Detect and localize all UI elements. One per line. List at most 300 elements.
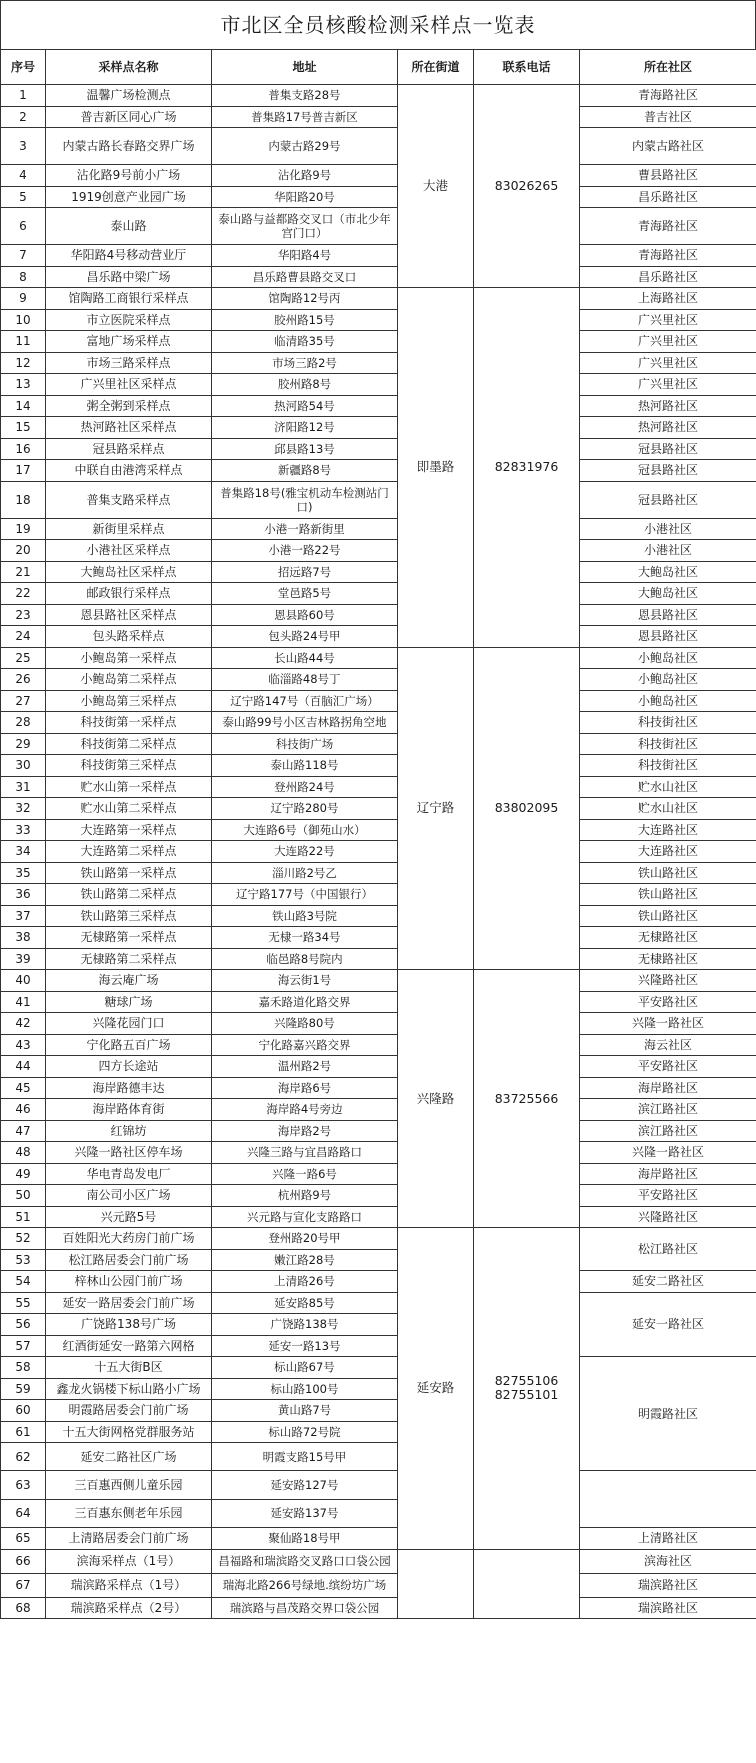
table-row [1, 1357, 756, 1379]
header-site-name: 采样点名称 [46, 50, 212, 85]
row-index: 49 [1, 1163, 46, 1185]
community-name: 大鲍岛社区 [580, 583, 756, 605]
row-index: 50 [1, 1185, 46, 1207]
row-index: 65 [1, 1528, 46, 1550]
community-name: 小鲍岛社区 [580, 647, 756, 669]
community-name: 广兴里社区 [580, 309, 756, 331]
site-address: 普集路18号(雅宝机动车检测站门口) [212, 481, 398, 518]
site-address: 市场三路2号 [212, 352, 398, 374]
row-index: 23 [1, 604, 46, 626]
community-name: 平安路社区 [580, 1185, 756, 1207]
site-address: 邱县路13号 [212, 438, 398, 460]
site-name: 华电青岛发电厂 [46, 1163, 212, 1185]
site-name: 粥全粥到采样点 [46, 395, 212, 417]
site-address: 延安路137号 [212, 1499, 398, 1527]
row-index: 55 [1, 1292, 46, 1314]
community-name: 冠县路社区 [580, 438, 756, 460]
row-index: 58 [1, 1357, 46, 1379]
site-address: 长山路44号 [212, 647, 398, 669]
site-name: 内蒙古路长春路交界广场 [46, 128, 212, 165]
table-row [1, 438, 756, 460]
table-row [1, 819, 756, 841]
site-name: 铁山路第二采样点 [46, 884, 212, 906]
community-name: 科技街社区 [580, 733, 756, 755]
table-row [1, 1228, 756, 1250]
site-address: 宁化路嘉兴路交界 [212, 1034, 398, 1056]
site-name: 海云庵广场 [46, 970, 212, 992]
row-index: 48 [1, 1142, 46, 1164]
site-address: 辽宁路280号 [212, 798, 398, 820]
community-name: 滨江路社区 [580, 1099, 756, 1121]
site-address: 黄山路7号 [212, 1400, 398, 1422]
site-address: 温州路2号 [212, 1056, 398, 1078]
site-name: 大连路第一采样点 [46, 819, 212, 841]
site-name: 恩县路社区采样点 [46, 604, 212, 626]
table-row [1, 927, 756, 949]
site-address: 泰山路118号 [212, 755, 398, 777]
row-index: 4 [1, 165, 46, 187]
community-name: 普吉社区 [580, 106, 756, 128]
table-row [1, 1597, 756, 1619]
site-address: 兴隆一路6号 [212, 1163, 398, 1185]
table-row [1, 1077, 756, 1099]
row-index: 28 [1, 712, 46, 734]
row-index: 1 [1, 85, 46, 107]
site-name: 贮水山第二采样点 [46, 798, 212, 820]
table-row [1, 1471, 756, 1499]
table-row [1, 755, 756, 777]
site-address: 上清路26号 [212, 1271, 398, 1293]
site-name: 百姓阳光大药房门前广场 [46, 1228, 212, 1250]
sampling-points-table [0, 49, 756, 1619]
table-row [1, 905, 756, 927]
table-row [1, 1013, 756, 1035]
row-index: 11 [1, 331, 46, 353]
row-index: 14 [1, 395, 46, 417]
table-row [1, 798, 756, 820]
site-address: 无棣一路34号 [212, 927, 398, 949]
site-address: 标山路72号院 [212, 1421, 398, 1443]
row-index: 25 [1, 647, 46, 669]
site-name: 华阳路4号移动营业厅 [46, 245, 212, 267]
row-index: 68 [1, 1597, 46, 1619]
site-name: 贮水山第一采样点 [46, 776, 212, 798]
site-name: 明霞路居委会门前广场 [46, 1400, 212, 1422]
street-name [398, 1549, 474, 1619]
community-name: 上清路社区 [580, 1528, 756, 1550]
street-name: 延安路 [398, 1228, 474, 1550]
table-row [1, 1528, 756, 1550]
site-address: 兴元路与宣化支路路口 [212, 1206, 398, 1228]
row-index: 5 [1, 186, 46, 208]
table-row [1, 1163, 756, 1185]
community-name: 大鲍岛社区 [580, 561, 756, 583]
site-address: 济阳路12号 [212, 417, 398, 439]
site-name: 冠县路采样点 [46, 438, 212, 460]
site-address: 普集支路28号 [212, 85, 398, 107]
table-row [1, 417, 756, 439]
site-address: 海岸路2号 [212, 1120, 398, 1142]
street-name: 即墨路 [398, 288, 474, 648]
community-name: 小鲍岛社区 [580, 690, 756, 712]
site-name: 铁山路第三采样点 [46, 905, 212, 927]
site-name: 小鲍岛第二采样点 [46, 669, 212, 691]
community-name: 海岸路社区 [580, 1163, 756, 1185]
community-name: 小港社区 [580, 540, 756, 562]
row-index: 19 [1, 518, 46, 540]
site-name: 红酒街延安一路第六网格 [46, 1335, 212, 1357]
site-address: 延安路85号 [212, 1292, 398, 1314]
community-name: 无棣路社区 [580, 927, 756, 949]
community-name: 热河路社区 [580, 417, 756, 439]
table-row [1, 309, 756, 331]
site-name: 昌乐路中梁广场 [46, 266, 212, 288]
community-name: 小鲍岛社区 [580, 669, 756, 691]
site-name: 沾化路9号前小广场 [46, 165, 212, 187]
site-address: 标山路67号 [212, 1357, 398, 1379]
table-row [1, 561, 756, 583]
row-index: 12 [1, 352, 46, 374]
site-name: 延安一路居委会门前广场 [46, 1292, 212, 1314]
table-row [1, 948, 756, 970]
table-row [1, 186, 756, 208]
row-index: 64 [1, 1499, 46, 1527]
row-index: 59 [1, 1378, 46, 1400]
community-name: 铁山路社区 [580, 862, 756, 884]
community-name: 瑞滨路社区 [580, 1573, 756, 1597]
site-address: 小港一路22号 [212, 540, 398, 562]
contact-phone: 83026265 [474, 85, 580, 288]
table-row [1, 1185, 756, 1207]
site-name: 小鲍岛第一采样点 [46, 647, 212, 669]
header-community: 所在社区 [580, 50, 756, 85]
community-name: 小港社区 [580, 518, 756, 540]
site-address: 瑞滨路与昌茂路交界口袋公园 [212, 1597, 398, 1619]
site-name: 兴隆一路社区停车场 [46, 1142, 212, 1164]
table-row [1, 841, 756, 863]
community-name: 曹县路社区 [580, 165, 756, 187]
contact-phone [474, 1549, 580, 1619]
row-index: 31 [1, 776, 46, 798]
row-index: 44 [1, 1056, 46, 1078]
site-name: 温馨广场检测点 [46, 85, 212, 107]
contact-phone: 83802095 [474, 647, 580, 970]
header-address: 地址 [212, 50, 398, 85]
row-index: 42 [1, 1013, 46, 1035]
community-name: 恩县路社区 [580, 604, 756, 626]
row-index: 52 [1, 1228, 46, 1250]
site-name: 馆陶路工商银行采样点 [46, 288, 212, 310]
row-index: 21 [1, 561, 46, 583]
row-index: 22 [1, 583, 46, 605]
site-name: 滨海采样点（1号） [46, 1549, 212, 1573]
row-index: 33 [1, 819, 46, 841]
table-row [1, 712, 756, 734]
row-index: 54 [1, 1271, 46, 1293]
site-address: 招远路7号 [212, 561, 398, 583]
community-name: 铁山路社区 [580, 884, 756, 906]
community-name: 恩县路社区 [580, 626, 756, 648]
table-row [1, 460, 756, 482]
row-index: 36 [1, 884, 46, 906]
site-name: 瑞滨路采样点（2号） [46, 1597, 212, 1619]
row-index: 66 [1, 1549, 46, 1573]
table-row [1, 1142, 756, 1164]
site-address: 小港一路新街里 [212, 518, 398, 540]
community-name: 滨江路社区 [580, 1120, 756, 1142]
community-name: 海云社区 [580, 1034, 756, 1056]
site-name: 鑫龙火锅楼下标山路小广场 [46, 1378, 212, 1400]
contact-phone: 82755106 82755101 [474, 1228, 580, 1550]
row-index: 32 [1, 798, 46, 820]
site-name: 热河路社区采样点 [46, 417, 212, 439]
table-row [1, 862, 756, 884]
site-address: 恩县路60号 [212, 604, 398, 626]
site-name: 十五大街B区 [46, 1357, 212, 1379]
row-index: 18 [1, 481, 46, 518]
row-index: 17 [1, 460, 46, 482]
site-address: 杭州路9号 [212, 1185, 398, 1207]
site-name: 红锦坊 [46, 1120, 212, 1142]
street-name: 大港 [398, 85, 474, 288]
site-address: 华阳路20号 [212, 186, 398, 208]
table-row [1, 331, 756, 353]
site-name: 富地广场采样点 [46, 331, 212, 353]
site-address: 临清路35号 [212, 331, 398, 353]
row-index: 60 [1, 1400, 46, 1422]
community-name: 延安一路社区 [580, 1292, 756, 1357]
community-name: 科技街社区 [580, 755, 756, 777]
site-name: 广饶路138号广场 [46, 1314, 212, 1336]
site-address: 聚仙路18号甲 [212, 1528, 398, 1550]
table-row [1, 128, 756, 165]
table-row [1, 647, 756, 669]
row-index: 8 [1, 266, 46, 288]
site-name: 科技街第一采样点 [46, 712, 212, 734]
site-name: 大鲍岛社区采样点 [46, 561, 212, 583]
site-address: 瑞海北路266号绿地.缤纷坊广场 [212, 1573, 398, 1597]
row-index: 46 [1, 1099, 46, 1121]
page-title: 市北区全员核酸检测采样点一览表 [0, 0, 756, 49]
table-row [1, 604, 756, 626]
site-name: 宁化路五百广场 [46, 1034, 212, 1056]
row-index: 35 [1, 862, 46, 884]
row-index: 9 [1, 288, 46, 310]
row-index: 37 [1, 905, 46, 927]
row-index: 6 [1, 208, 46, 245]
site-address: 泰山路99号小区吉林路拐角空地 [212, 712, 398, 734]
site-address: 淄川路2号乙 [212, 862, 398, 884]
table-row [1, 85, 756, 107]
site-name: 糖球广场 [46, 991, 212, 1013]
site-name: 无棣路第一采样点 [46, 927, 212, 949]
community-name: 广兴里社区 [580, 331, 756, 353]
community-name: 广兴里社区 [580, 374, 756, 396]
community-name: 滨海社区 [580, 1549, 756, 1573]
site-name: 市场三路采样点 [46, 352, 212, 374]
row-index: 20 [1, 540, 46, 562]
site-address: 新疆路8号 [212, 460, 398, 482]
row-index: 10 [1, 309, 46, 331]
site-address: 堂邑路5号 [212, 583, 398, 605]
header-index: 序号 [1, 50, 46, 85]
table-row [1, 733, 756, 755]
row-index: 40 [1, 970, 46, 992]
table-row [1, 776, 756, 798]
community-name: 贮水山社区 [580, 798, 756, 820]
site-address: 科技街广场 [212, 733, 398, 755]
row-index: 63 [1, 1471, 46, 1499]
site-name: 四方长途站 [46, 1056, 212, 1078]
table-row [1, 245, 756, 267]
community-name: 平安路社区 [580, 1056, 756, 1078]
row-index: 62 [1, 1443, 46, 1471]
row-index: 13 [1, 374, 46, 396]
site-address: 兴隆三路与宜昌路路口 [212, 1142, 398, 1164]
community-name: 昌乐路社区 [580, 266, 756, 288]
community-name: 铁山路社区 [580, 905, 756, 927]
site-name: 普吉新区同心广场 [46, 106, 212, 128]
table-row [1, 1573, 756, 1597]
row-index: 26 [1, 669, 46, 691]
row-index: 24 [1, 626, 46, 648]
row-index: 7 [1, 245, 46, 267]
site-address: 海岸路6号 [212, 1077, 398, 1099]
community-name: 平安路社区 [580, 991, 756, 1013]
community-name: 青海路社区 [580, 85, 756, 107]
table-row [1, 1549, 756, 1573]
table-row [1, 288, 756, 310]
table-row [1, 1056, 756, 1078]
community-name: 冠县路社区 [580, 481, 756, 518]
community-name: 热河路社区 [580, 395, 756, 417]
site-name: 大连路第二采样点 [46, 841, 212, 863]
community-name: 大连路社区 [580, 841, 756, 863]
site-address: 包头路24号甲 [212, 626, 398, 648]
row-index: 38 [1, 927, 46, 949]
site-name: 科技街第三采样点 [46, 755, 212, 777]
table-row [1, 669, 756, 691]
row-index: 29 [1, 733, 46, 755]
site-address: 沾化路9号 [212, 165, 398, 187]
community-name: 松江路社区 [580, 1228, 756, 1271]
row-index: 41 [1, 991, 46, 1013]
site-name: 无棣路第二采样点 [46, 948, 212, 970]
site-address: 临淄路48号丁 [212, 669, 398, 691]
site-address: 广饶路138号 [212, 1314, 398, 1336]
table-row [1, 106, 756, 128]
row-index: 61 [1, 1421, 46, 1443]
site-address: 泰山路与益都路交叉口（市北少年宫门口） [212, 208, 398, 245]
community-name: 广兴里社区 [580, 352, 756, 374]
row-index: 47 [1, 1120, 46, 1142]
community-name: 海岸路社区 [580, 1077, 756, 1099]
site-address: 兴隆路80号 [212, 1013, 398, 1035]
site-address: 延安路127号 [212, 1471, 398, 1499]
site-name: 1919创意产业园广场 [46, 186, 212, 208]
site-address: 登州路24号 [212, 776, 398, 798]
community-name: 贮水山社区 [580, 776, 756, 798]
row-index: 43 [1, 1034, 46, 1056]
row-index: 45 [1, 1077, 46, 1099]
table-row [1, 626, 756, 648]
header-street: 所在街道 [398, 50, 474, 85]
site-name: 兴隆花园门口 [46, 1013, 212, 1035]
street-name: 辽宁路 [398, 647, 474, 970]
site-name: 梓林山公园门前广场 [46, 1271, 212, 1293]
table-row [1, 1034, 756, 1056]
site-address: 海云街1号 [212, 970, 398, 992]
row-index: 34 [1, 841, 46, 863]
table-row [1, 1120, 756, 1142]
table-row [1, 481, 756, 518]
site-address: 内蒙古路29号 [212, 128, 398, 165]
row-index: 15 [1, 417, 46, 439]
site-address: 辽宁路177号（中国银行） [212, 884, 398, 906]
table-row [1, 1099, 756, 1121]
site-address: 明霞支路15号甲 [212, 1443, 398, 1471]
site-name: 海岸路德丰达 [46, 1077, 212, 1099]
table-row [1, 1292, 756, 1314]
site-name: 包头路采样点 [46, 626, 212, 648]
table-row [1, 1206, 756, 1228]
community-name: 兴隆路社区 [580, 970, 756, 992]
site-address: 胶州路15号 [212, 309, 398, 331]
site-name: 铁山路第一采样点 [46, 862, 212, 884]
site-address: 胶州路8号 [212, 374, 398, 396]
row-index: 30 [1, 755, 46, 777]
site-name: 小港社区采样点 [46, 540, 212, 562]
site-address: 华阳路4号 [212, 245, 398, 267]
community-name: 延安二路社区 [580, 1271, 756, 1293]
community-name: 内蒙古路社区 [580, 128, 756, 165]
community-name: 瑞滨路社区 [580, 1597, 756, 1619]
row-index: 3 [1, 128, 46, 165]
site-name: 市立医院采样点 [46, 309, 212, 331]
site-address: 大连路22号 [212, 841, 398, 863]
table-row [1, 991, 756, 1013]
site-name: 广兴里社区采样点 [46, 374, 212, 396]
site-address: 延安一路13号 [212, 1335, 398, 1357]
site-name: 中联自由港湾采样点 [46, 460, 212, 482]
site-name: 兴元路5号 [46, 1206, 212, 1228]
site-name: 海岸路体育街 [46, 1099, 212, 1121]
table-row [1, 970, 756, 992]
site-name: 十五大街网格党群服务站 [46, 1421, 212, 1443]
site-address: 标山路100号 [212, 1378, 398, 1400]
site-address: 馆陶路12号丙 [212, 288, 398, 310]
row-index: 51 [1, 1206, 46, 1228]
table-row [1, 208, 756, 245]
site-address: 昌乐路曹县路交叉口 [212, 266, 398, 288]
site-name: 三百惠东侧老年乐园 [46, 1499, 212, 1527]
community-name: 青海路社区 [580, 245, 756, 267]
table-row [1, 518, 756, 540]
site-address: 嘉禾路道化路交界 [212, 991, 398, 1013]
site-name: 松江路居委会门前广场 [46, 1249, 212, 1271]
site-address: 大连路6号（御苑山水） [212, 819, 398, 841]
table-row [1, 583, 756, 605]
site-name: 小鲍岛第三采样点 [46, 690, 212, 712]
site-address: 铁山路3号院 [212, 905, 398, 927]
row-index: 39 [1, 948, 46, 970]
header-phone: 联系电话 [474, 50, 580, 85]
community-name: 兴隆一路社区 [580, 1142, 756, 1164]
site-address: 热河路54号 [212, 395, 398, 417]
community-name: 大连路社区 [580, 819, 756, 841]
site-name: 普集支路采样点 [46, 481, 212, 518]
community-name: 上海路社区 [580, 288, 756, 310]
